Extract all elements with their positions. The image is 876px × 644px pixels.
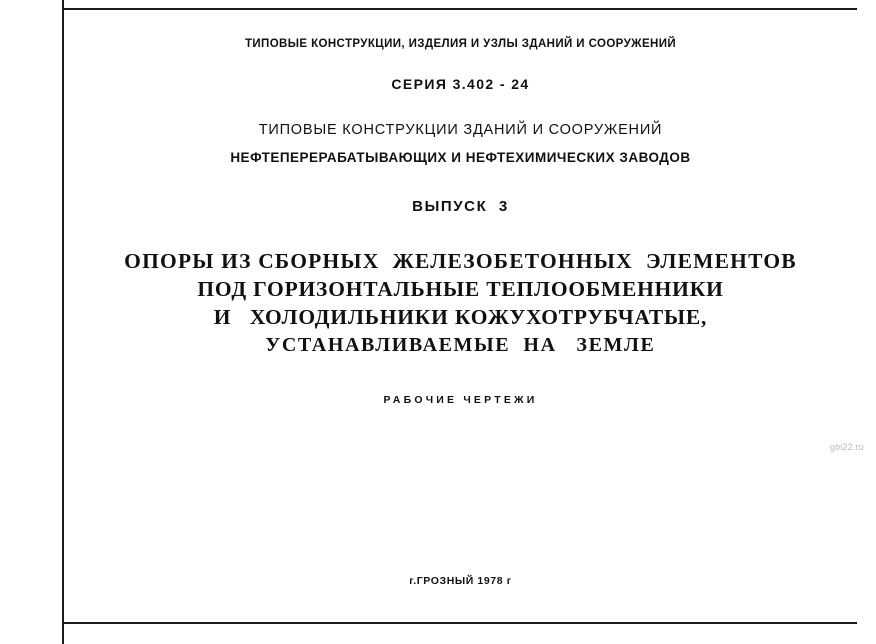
page-border-bottom [62,622,857,624]
series-number: СЕРИЯ 3.402 - 24 [391,76,530,92]
title-line-2: ПОД ГОРИЗОНТАЛЬНЫЕ ТЕПЛООБМЕННИКИ [197,276,724,301]
series-header: ТИПОВЫЕ КОНСТРУКЦИИ, ИЗДЕЛИЯ И УЗЛЫ ЗДАНИЙ И СООРУЖЕНИЙ [244,38,677,50]
title-line-1: ОПОРЫ ИЗ СБОРНЫХ ЖЕЛЕЗОБЕТОННЫХ ЭЛЕМЕНТОВ [124,249,797,273]
issue-number: ВЫПУСК 3 [412,198,509,215]
subtitle-line-2: НЕФТЕПЕРЕРАБАТЫВАЮЩИХ И НЕФТЕХИМИЧЕСКИХ ЗАВОДОВ [230,150,691,165]
city-year: г.ГРОЗНЫЙ 1978 г [409,575,512,587]
title-line-4: УСТАНАВЛИВАЕМЫЕ НА ЗЕМЛЕ [265,333,656,356]
title-line-3: И ХОЛОДИЛЬНИКИ КОЖУХОТРУБЧАТЫЕ, [213,304,708,329]
watermark-text: gbi22.ru [829,442,864,452]
page-title [64,248,857,358]
working-drawings-label: РАБОЧИЕ ЧЕРТЕЖИ [383,393,538,406]
title-page-content [64,10,857,622]
subtitle-line-1: ТИПОВЫЕ КОНСТРУКЦИИ ЗДАНИЙ И СООРУЖЕНИЙ [258,122,663,138]
